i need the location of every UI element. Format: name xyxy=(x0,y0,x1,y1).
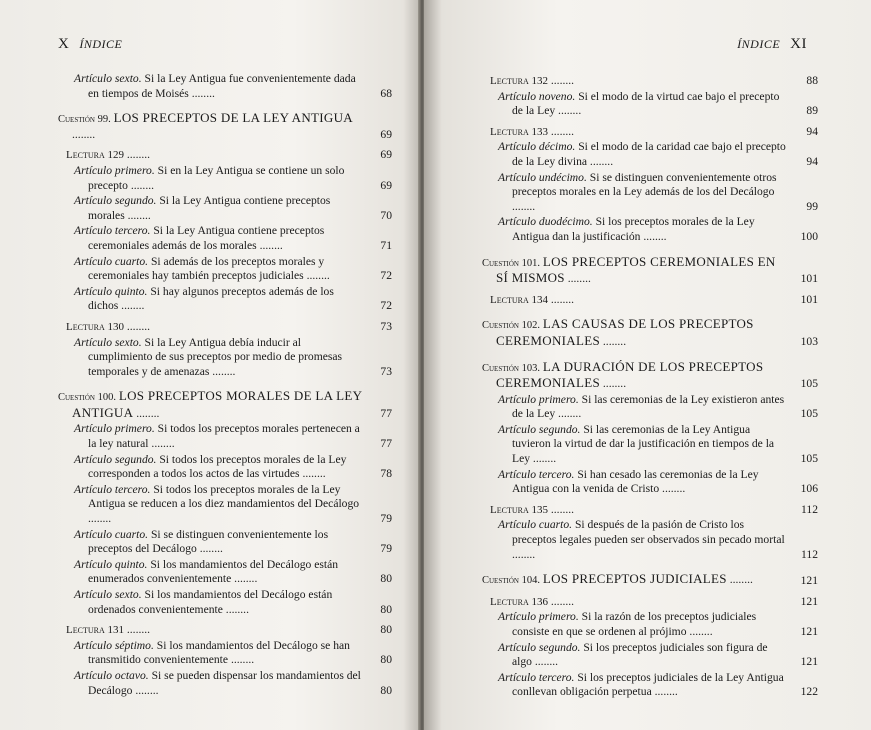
index-entry-question: Cuestión 103. LA DURACIÓN DE LOS PRECEPTOS CEREMONIALES ........ 105 xyxy=(482,358,818,391)
entry-label: Artículo quinto. xyxy=(74,284,148,298)
entry-text: Si las ceremonias de la Ley Antigua tuvieron la virtud de dar la justificación en tiempos de la Ley xyxy=(512,422,775,466)
entry-text: Si los preceptos judiciales de la Ley Antigua conllevan obligación perpetua xyxy=(512,670,784,699)
index-entry-article: Artículo octavo. Si se pueden dispensar los mandamientos del Decálogo ........ 80 xyxy=(74,668,392,697)
entry-label: Artículo duodécimo. xyxy=(498,215,593,229)
index-entry-article: Artículo segundo. Si las ceremonias de la Ley Antigua tuvieron la virtud de dar la justificación en tiempos de la Ley ........ 105 xyxy=(498,422,818,466)
entry-text: LOS PRECEPTOS JUDICIALES xyxy=(542,571,727,587)
entry-text: Si todos los preceptos morales de la Ley corresponden a todos los actos de las virtudes xyxy=(88,452,347,481)
entry-page-number: 78 xyxy=(380,467,392,481)
entry-page-number: 103 xyxy=(800,334,818,348)
entry-text: LOS PRECEPTOS MORALES DE LA LEY ANTIGUA xyxy=(72,388,362,420)
entry-text: Si la Ley Antigua contiene preceptos morales xyxy=(88,194,331,222)
entry-page-number: 99 xyxy=(806,199,818,213)
entry-page-number: 73 xyxy=(380,319,392,333)
entry-page-number: 94 xyxy=(806,124,818,138)
left-page-title: ÍNDICE xyxy=(79,37,123,51)
entry-text: Si la Ley Antigua fue convenientemente dada en tiempos de Moisés xyxy=(88,72,356,100)
entry-text: LA DURACIÓN DE LOS PRECEPTOS CEREMONIALES xyxy=(496,358,764,391)
entry-label: Artículo quinto. xyxy=(74,557,148,571)
entry-label: Cuestión 100. xyxy=(58,392,116,404)
entry-page-number: 80 xyxy=(380,572,392,586)
index-entry-article: Artículo séptimo. Si los mandamientos del Decálogo se han transmitido convenientemente ........ 80 xyxy=(74,638,392,667)
entry-label: Cuestión 99. xyxy=(58,114,111,126)
entry-page-number: 69 xyxy=(380,178,392,192)
entry-label: Artículo tercero. xyxy=(498,670,575,684)
index-entry-lectura: Lectura 135 ........ 112 xyxy=(490,502,818,516)
entry-text: Si los mandamientos del Decálogo están ordenados convenientemente xyxy=(88,588,333,616)
entry-label: Artículo octavo. xyxy=(74,668,149,682)
index-entry-lectura: Lectura 132 ........ 88 xyxy=(490,74,818,87)
entry-page-number: 80 xyxy=(380,683,392,697)
index-entry-article: Artículo duodécimo. Si los preceptos morales de la Ley Antigua dan la justificación ........ 100 xyxy=(498,215,818,243)
entry-label: Artículo tercero. xyxy=(498,467,575,481)
entry-page-number: 77 xyxy=(380,406,392,420)
index-entry-article: Artículo primero. Si en la Ley Antigua se contiene un solo precepto ........ 69 xyxy=(74,163,392,192)
right-index-list xyxy=(482,68,818,701)
entry-page-number: 121 xyxy=(800,594,818,608)
entry-label: Cuestión 103. xyxy=(482,362,540,374)
index-entry-lectura: Lectura 130 ........ 73 xyxy=(66,319,392,333)
index-entry-question: Cuestión 102. LAS CAUSAS DE LOS PRECEPTOS CEREMONIALES ........ 103 xyxy=(482,316,818,348)
entry-page-number: 73 xyxy=(380,364,392,378)
index-entry-article: Artículo cuarto. Si después de la pasión de Cristo los preceptos legales pueden ser observados sin pecado mortal ........ 112 xyxy=(498,518,818,561)
entry-label: Artículo cuarto. xyxy=(498,518,573,532)
index-entry-article: Artículo tercero. Si los preceptos judiciales de la Ley Antigua conllevan obligación perpetua ........ 122 xyxy=(498,670,818,699)
entry-page-number: 77 xyxy=(380,437,392,451)
entry-text: Si se distinguen convenientemente otros preceptos morales en la Ley además de los del Decálogo xyxy=(512,170,777,199)
entry-text: Si las ceremonias de la Ley existieron antes de la Ley xyxy=(512,392,785,421)
entry-page-number: 121 xyxy=(800,625,818,638)
entry-page-number: 88 xyxy=(806,74,818,87)
entry-page-number: 122 xyxy=(800,685,818,699)
index-entry-question: Cuestión 99. LOS PRECEPTOS DE LA LEY ANTIGUA ........ 69 xyxy=(58,110,392,141)
entry-page-number: 80 xyxy=(380,623,392,637)
entry-label: Artículo primero. xyxy=(74,163,155,177)
index-entry-lectura: Lectura 129 ........ 69 xyxy=(66,148,392,162)
index-entry-article: Artículo segundo. Si la Ley Antigua contiene preceptos morales ........ 70 xyxy=(74,194,392,222)
entry-text: LAS CAUSAS DE LOS PRECEPTOS CEREMONIALES xyxy=(496,316,754,348)
entry-label: Lectura 134 xyxy=(490,293,548,306)
entry-label: Lectura 136 xyxy=(490,595,548,608)
entry-text: Si hay algunos preceptos además de los dichos xyxy=(88,284,334,313)
index-entry-lectura: Lectura 131 ........ 80 xyxy=(66,623,392,637)
right-running-head xyxy=(731,36,807,53)
entry-label: Artículo segundo. xyxy=(498,640,581,654)
index-entry-article: Artículo segundo. Si todos los preceptos morales de la Ley corresponden a todos los actos de las virtudes ........ 78 xyxy=(74,452,392,481)
entry-page-number: 101 xyxy=(800,292,818,306)
entry-text: Si se distinguen convenientemente los preceptos del Decálogo xyxy=(88,527,329,556)
entry-label: Artículo sexto. xyxy=(74,72,142,85)
index-entry-article: Artículo quinto. Si los mandamientos del Decálogo están enumerados convenientemente ........ 80 xyxy=(74,557,392,586)
entry-page-number: 71 xyxy=(380,238,392,252)
right-page-number: XI xyxy=(790,36,807,52)
entry-page-number: 100 xyxy=(800,229,818,243)
entry-page-number: 94 xyxy=(806,154,818,168)
entry-text: Si además de los preceptos morales y ceremoniales hay también preceptos judiciales xyxy=(88,254,325,283)
entry-label: Lectura 133 xyxy=(490,125,548,138)
entry-page-number: 106 xyxy=(800,482,818,496)
entry-text: Si han cesado las ceremonias de la Ley Antigua con la venida de Cristo xyxy=(512,467,759,496)
index-entry-article: Artículo primero. Si las ceremonias de la Ley existieron antes de la Ley ........ 105 xyxy=(498,392,818,421)
entry-page-number: 72 xyxy=(380,299,392,313)
index-entry-question: Cuestión 104. LOS PRECEPTOS JUDICIALES ........ 121 xyxy=(482,571,818,588)
entry-page-number: 112 xyxy=(801,547,818,561)
entry-label: Artículo tercero. xyxy=(74,224,151,238)
entry-text: Si todos los preceptos morales de la Ley Antigua se reducen a los diez mandamientos del Decálogo xyxy=(88,482,360,511)
left-page-number: X xyxy=(58,36,70,52)
entry-text: Si la razón de los preceptos judiciales consiste en que se ordenen al prójimo xyxy=(512,610,757,638)
index-entry-article: Artículo segundo. Si los preceptos judiciales son figura de algo ........ 121 xyxy=(498,640,818,669)
index-entry-article: Artículo sexto. Si los mandamientos del Decálogo están ordenados convenientemente ........ 80 xyxy=(74,588,392,616)
entry-page-number: 69 xyxy=(380,127,392,141)
index-entry-lectura: Lectura 136 ........ 121 xyxy=(490,594,818,608)
left-page xyxy=(0,0,420,730)
entry-label: Artículo sexto. xyxy=(74,588,142,601)
entry-label: Artículo segundo. xyxy=(74,452,157,466)
index-entry-article: Artículo noveno. Si el modo de la virtud cae bajo el precepto de la Ley ........ 89 xyxy=(498,89,818,118)
entry-page-number: 121 xyxy=(800,655,818,669)
entry-label: Artículo undécimo. xyxy=(498,170,587,184)
index-entry-article: Artículo décimo. Si el modo de la caridad cae bajo el precepto de la Ley divina ........ 94 xyxy=(498,140,818,168)
entry-label: Artículo primero. xyxy=(498,392,579,406)
entry-page-number: 105 xyxy=(800,377,818,391)
index-entry-article: Artículo tercero. Si han cesado las ceremonias de la Ley Antigua con la venida de Cristo ........ 106 xyxy=(498,467,818,496)
entry-label: Artículo séptimo. xyxy=(74,638,154,652)
entry-label: Artículo tercero. xyxy=(74,482,151,496)
entry-label: Artículo primero. xyxy=(498,610,579,624)
entry-label: Artículo primero. xyxy=(74,422,155,436)
entry-page-number: 89 xyxy=(806,104,818,118)
entry-page-number: 79 xyxy=(380,512,392,526)
index-entry-question: Cuestión 100. LOS PRECEPTOS MORALES DE LA LEY ANTIGUA ........ 77 xyxy=(58,388,392,420)
entry-text: Si el modo de la caridad cae bajo el precepto de la Ley divina xyxy=(512,140,786,168)
right-page xyxy=(424,0,871,730)
entry-text: Si se pueden dispensar los mandamientos del Decálogo xyxy=(88,668,361,697)
entry-text: LOS PRECEPTOS CEREMONIALES EN SÍ MISMOS xyxy=(496,253,776,286)
index-entry-article: Artículo primero. Si la razón de los preceptos judiciales consiste en que se ordenen al prójimo ........ 121 xyxy=(498,610,818,638)
entry-page-number: 105 xyxy=(800,407,818,421)
index-entry-lectura: Lectura 134 ........ 101 xyxy=(490,292,818,306)
entry-text: Si los mandamientos del Decálogo están enumerados convenientemente xyxy=(88,557,339,586)
entry-label: Artículo cuarto. xyxy=(74,254,149,268)
entry-text: Si el modo de la virtud cae bajo el precepto de la Ley xyxy=(512,89,780,118)
entry-label: Artículo segundo. xyxy=(74,194,157,208)
index-entry-article: Artículo tercero. Si todos los preceptos morales de la Ley Antigua se reducen a los diez mandamientos del Decálogo ........ 79 xyxy=(74,482,392,526)
entry-label: Lectura 131 xyxy=(66,624,124,637)
entry-label: Artículo cuarto. xyxy=(74,527,149,541)
entry-page-number: 121 xyxy=(800,574,818,588)
entry-page-number: 69 xyxy=(380,148,392,162)
entry-text: LOS PRECEPTOS DE LA LEY ANTIGUA xyxy=(113,110,353,126)
index-entry-lectura: Lectura 133 ........ 94 xyxy=(490,124,818,138)
entry-page-number: 101 xyxy=(800,272,818,286)
entry-label: Lectura 130 xyxy=(66,320,124,333)
entry-label: Artículo segundo. xyxy=(498,422,581,436)
index-entry-article: Artículo cuarto. Si se distinguen convenientemente los preceptos del Decálogo ........ 79 xyxy=(74,527,392,556)
entry-label: Lectura 135 xyxy=(490,503,548,516)
entry-text: Si después de la pasión de Cristo los preceptos legales pueden ser observados sin pecado mortal xyxy=(512,518,785,547)
index-entry-question: Cuestión 101. LOS PRECEPTOS CEREMONIALES EN SÍ MISMOS ........ 101 xyxy=(482,253,818,286)
index-entry-article: Artículo primero. Si todos los preceptos morales pertenecen a la ley natural ........ 77 xyxy=(74,422,392,451)
entry-page-number: 70 xyxy=(380,208,392,222)
left-running-head xyxy=(58,36,128,53)
entry-text: Si los preceptos judiciales son figura de algo xyxy=(512,640,768,669)
entry-text: Si los mandamientos del Decálogo se han transmitido convenientemente xyxy=(88,638,350,667)
index-entry-article: Artículo sexto. Si la Ley Antigua debía inducir al cumplimiento de sus preceptos por medio de promesas temporales y de amenazas ........ 73 xyxy=(74,335,392,378)
right-page-title: ÍNDICE xyxy=(737,37,781,51)
entry-label: Cuestión 101. xyxy=(482,257,540,269)
entry-label: Cuestión 104. xyxy=(482,575,540,587)
entry-label: Lectura 129 xyxy=(66,149,124,162)
entry-label: Lectura 132 xyxy=(490,75,548,87)
entry-text: Si los preceptos morales de la Ley Antigua dan la justificación xyxy=(512,215,755,243)
left-index-list xyxy=(58,72,392,699)
index-entry-article: Artículo tercero. Si la Ley Antigua contiene preceptos ceremoniales además de los morales ........ 71 xyxy=(74,224,392,252)
index-entry-article: Artículo quinto. Si hay algunos preceptos además de los dichos ........ 72 xyxy=(74,284,392,313)
entry-page-number: 112 xyxy=(801,502,818,516)
entry-page-number: 68 xyxy=(380,86,392,100)
index-entry-article: Artículo cuarto. Si además de los preceptos morales y ceremoniales hay también preceptos judiciales ........ 72 xyxy=(74,254,392,283)
entry-page-number: 80 xyxy=(380,602,392,616)
entry-text: Si la Ley Antigua contiene preceptos ceremoniales además de los morales xyxy=(88,224,325,252)
index-entry-article: Artículo sexto. Si la Ley Antigua fue convenientemente dada en tiempos de Moisés ........ 68 xyxy=(74,72,392,100)
entry-page-number: 79 xyxy=(380,542,392,556)
entry-text: Si todos los preceptos morales pertenecen a la ley natural xyxy=(88,422,360,451)
entry-label: Artículo décimo. xyxy=(498,140,576,154)
entry-label: Cuestión 102. xyxy=(482,320,540,332)
index-entry-article: Artículo undécimo. Si se distinguen convenientemente otros preceptos morales en la Ley además de los del Decálogo ........ 99 xyxy=(498,170,818,213)
entry-label: Artículo sexto. xyxy=(74,335,142,349)
entry-text: Si en la Ley Antigua se contiene un solo precepto xyxy=(88,163,345,192)
entry-page-number: 80 xyxy=(380,653,392,667)
entry-text: Si la Ley Antigua debía inducir al cumplimiento de sus preceptos por medio de promesas temporales y de amenazas xyxy=(88,335,343,378)
entry-page-number: 105 xyxy=(800,452,818,466)
entry-page-number: 72 xyxy=(380,269,392,283)
entry-label: Artículo noveno. xyxy=(498,89,576,103)
